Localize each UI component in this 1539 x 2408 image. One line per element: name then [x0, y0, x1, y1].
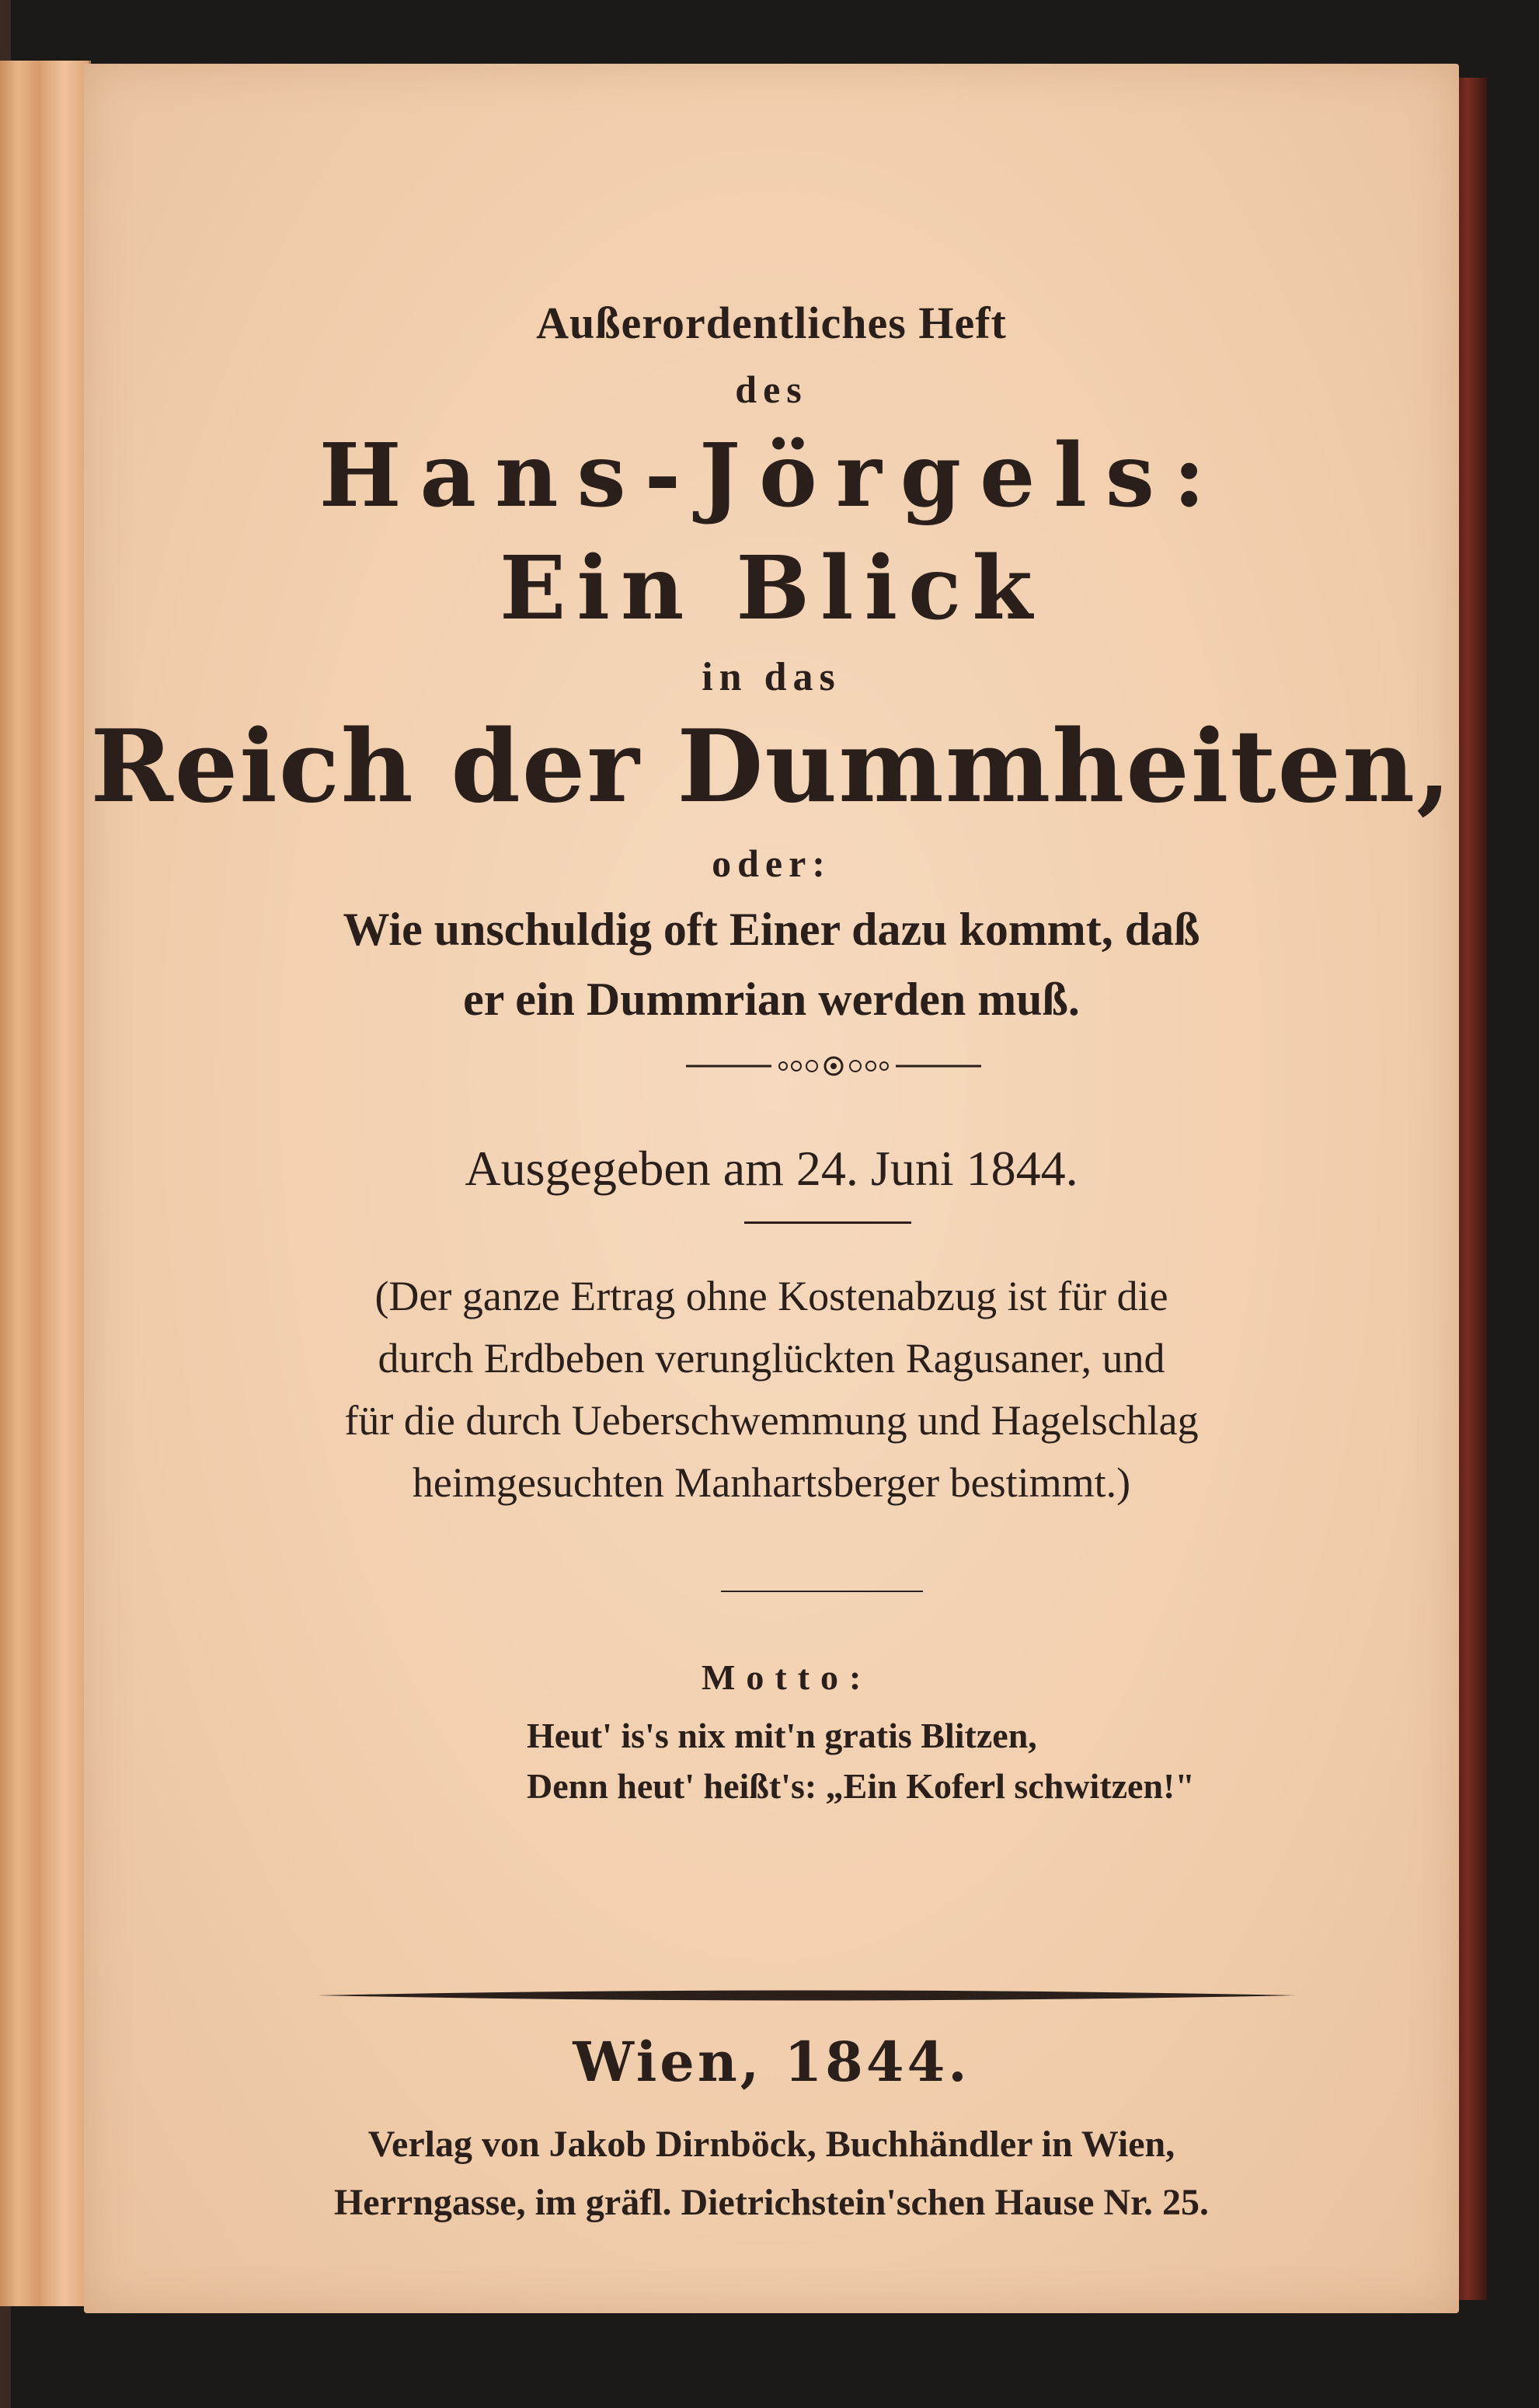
- imprint-line: Herrngasse, im gräfl. Dietrichstein'schen Hause Nr. 25.: [333, 2182, 1210, 2223]
- imprint-line: Verlag von Jakob Dirnböck, Buchhändler in Wien,: [367, 2124, 1175, 2165]
- motto-line: Heut' is's nix mit'n gratis Blitzen,: [527, 1716, 1037, 1755]
- note-line: heimgesuchten Manhartsberger bestimmt.): [412, 1459, 1131, 1506]
- divider-rule: [721, 1591, 923, 1592]
- swelled-rule: [317, 1987, 1296, 2004]
- imprint-place: Wien, 1844.: [573, 2030, 970, 2094]
- divider-rule: [744, 1221, 911, 1224]
- heading-des: des: [735, 368, 808, 411]
- title-ein-blick: Ein Blick: [500, 538, 1043, 639]
- issue-date: Ausgegeben am 24. Juni 1844.: [465, 1141, 1078, 1196]
- subtitle-line-1: Wie unschuldig oft Einer dazu kommt, daß: [343, 904, 1200, 955]
- heading-in-das: in das: [702, 655, 841, 699]
- note-line: durch Erdbeben verunglückten Ragusaner, und: [378, 1335, 1165, 1382]
- back-cover: [0, 61, 42, 2306]
- ornament-divider: [686, 1051, 981, 1082]
- heading-oder: oder:: [712, 842, 831, 885]
- title-hans-joergels: Hans-Jörgels:: [319, 425, 1224, 527]
- motto-line: Denn heut' heißt's: „Ein Koferl schwitzen!": [527, 1766, 1195, 1806]
- title-reich-der-dummheiten: Reich der Dummheiten,: [90, 709, 1453, 825]
- subtitle-line-2: er ein Dummrian werden muß.: [463, 974, 1080, 1025]
- marbled-board-edge: [1454, 78, 1487, 2300]
- heading-ausserordentliches: Außerordentliches Heft: [536, 298, 1007, 348]
- title-page: [84, 64, 1459, 2313]
- note-line: für die durch Ueberschwemmung und Hagelschlag: [344, 1397, 1199, 1444]
- note-line: (Der ganze Ertrag ohne Kostenabzug ist für die: [374, 1273, 1168, 1319]
- motto-heading: Motto:: [702, 1657, 872, 1697]
